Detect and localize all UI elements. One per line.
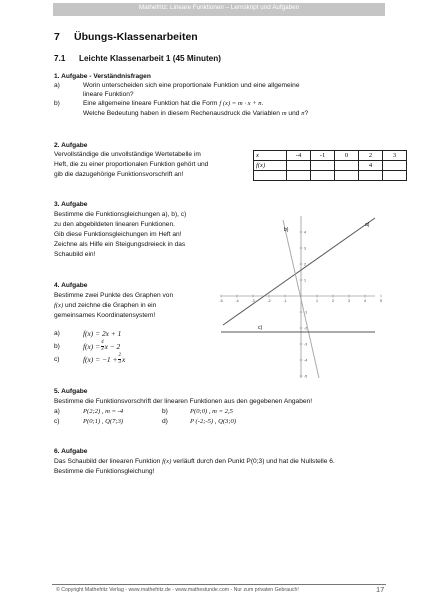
table-cell xyxy=(335,161,359,171)
x-tick-label: 4 xyxy=(364,299,366,303)
footer-copyright: © Copyright Mathefritz Verlag - www.mathefritz.de - www.mathestunde.com - Nur zum privaten Gebrauch! xyxy=(56,587,299,593)
task5-d-text: P (-2;-5) , Q(3;0) xyxy=(190,418,237,425)
table-cell: 2 xyxy=(359,151,383,161)
task2-line2: Heft, die zu einer proportionalen Funktion gehört und xyxy=(54,161,209,168)
task6-line2: Bestimme die Funktionsgleichung! xyxy=(54,468,155,475)
task1-a-line2: lineare Funktion? xyxy=(83,91,134,98)
task4-a-expr: f(x) = 2x + 1 xyxy=(83,329,122,338)
x-tick-label: -5 xyxy=(219,299,223,303)
denominator: 3 xyxy=(101,346,104,352)
y-tick-label: 4 xyxy=(304,230,306,235)
task6-line1-post: verläuft durch den Punkt P(0;3) und hat die Nullstelle 6. xyxy=(171,458,335,465)
x-tick-label: 1 xyxy=(316,299,318,303)
x-tick-label: -2 xyxy=(267,299,271,303)
chapter-title: Übungs-Klassenarbeiten xyxy=(74,31,198,43)
task1-b-line1-text: Eine allgemeine lineare Funktion hat die Form xyxy=(83,100,220,107)
label-b: b) xyxy=(284,227,289,233)
task5-a-label: a) xyxy=(54,408,60,415)
task6-line1-pre: Das Schaubild der linearen Funktion xyxy=(54,458,163,465)
table-cell xyxy=(359,171,383,181)
task4-b-pre: f(x) = xyxy=(83,341,101,351)
task1-b-line1 xyxy=(83,100,263,107)
task5-a-text: P(2;2) , m = -4 xyxy=(83,408,124,415)
task1-b-formula: f (x) = m · x + n. xyxy=(219,100,264,107)
y-tick-label: -5 xyxy=(304,374,308,379)
value-table-row-fx xyxy=(254,161,407,171)
x-tick-label: 3 xyxy=(348,299,350,303)
axis-ticks xyxy=(219,230,382,378)
task3-line4: Zeichne als Hilfe ein Steigungsdreieck in das xyxy=(54,241,186,248)
table-cell: 4 xyxy=(359,161,383,171)
label-a: a) xyxy=(365,222,370,228)
fraction xyxy=(118,353,121,365)
value-table-row-empty xyxy=(254,171,407,181)
task4-c-post: x xyxy=(121,354,126,364)
task4-c-expr xyxy=(83,353,125,365)
task5-d-label: d) xyxy=(162,418,168,425)
x-tick-label: -4 xyxy=(235,299,239,303)
subchapter-title: Leichte Klassenarbeit 1 (45 Minuten) xyxy=(79,54,221,63)
task4-c-label: c) xyxy=(54,356,60,363)
task5-line1: Bestimme die Funktionsvorschrift der linearen Funktionen aus den gegebenen Angaben! xyxy=(54,398,313,405)
table-cell xyxy=(383,171,407,181)
table-cell xyxy=(383,161,407,171)
task4-line2 xyxy=(54,302,156,309)
task5-b-text: P(0;0) , m = 2,5 xyxy=(190,408,233,415)
table-cell: -1 xyxy=(311,151,335,161)
chapter-number: 7 xyxy=(54,31,60,43)
numerator: 4 xyxy=(101,340,104,345)
task5-c-text: P(0;1) , Q(7;3) xyxy=(83,418,124,425)
table-cell: 0 xyxy=(335,151,359,161)
y-tick-label: 1 xyxy=(304,278,306,283)
table-cell xyxy=(287,171,311,181)
table-cell xyxy=(335,171,359,181)
task4-c-pre: f(x) = −1 + xyxy=(83,354,118,364)
x-tick-label: -1 xyxy=(283,299,287,303)
task4-title: 4. Aufgabe xyxy=(54,282,88,289)
value-table xyxy=(253,150,407,181)
task4-b-expr xyxy=(83,340,120,352)
label-c: c) xyxy=(258,325,263,331)
task1-b-line2 xyxy=(83,110,308,117)
var-n: n xyxy=(301,110,305,117)
task4-line3: gemeinsames Koordinatensystem! xyxy=(54,312,156,319)
denominator: 3 xyxy=(118,359,121,365)
task1-b-label: b) xyxy=(54,100,60,107)
y-tick-label: 3 xyxy=(304,246,306,251)
y-tick-label: 2 xyxy=(304,262,306,267)
task4-fx: f(x) xyxy=(54,302,64,309)
var-m: m xyxy=(281,110,287,117)
y-tick-label: -1 xyxy=(304,310,308,315)
task5-title: 5. Aufgabe xyxy=(54,388,88,395)
task6-fx: f(x) xyxy=(162,458,172,465)
table-cell: f(x) xyxy=(254,161,287,171)
task3-line1: Bestimme die Funktionsgleichungen a), b), c) xyxy=(54,211,187,218)
task4-line1: Bestimme zwei Punkte des Graphen von xyxy=(54,292,174,299)
coordinate-graph xyxy=(215,212,380,382)
task1-a-line1: Worin unterscheiden sich eine proportionale Funktion und eine allgemeine xyxy=(83,82,300,89)
task3-line2: zu den abgebildeten linearen Funktionen. xyxy=(54,221,175,228)
y-tick-label: -3 xyxy=(304,342,308,347)
x-tick-label: 2 xyxy=(332,299,334,303)
x-tick-label: -3 xyxy=(251,299,255,303)
table-cell xyxy=(287,161,311,171)
table-cell xyxy=(311,161,335,171)
task4-a-label: a) xyxy=(54,330,60,337)
subchapter-number: 7.1 xyxy=(54,54,66,63)
numerator: 2 xyxy=(118,353,121,358)
graph-line-a xyxy=(223,218,375,325)
footer-divider xyxy=(52,584,386,585)
task1-b-und: und xyxy=(286,110,302,117)
y-tick-label: -2 xyxy=(304,326,308,331)
table-cell: x xyxy=(254,151,287,161)
task1-a-label: a) xyxy=(54,82,60,89)
task3-line5: Schaubild ein! xyxy=(54,251,96,258)
table-cell xyxy=(254,171,287,181)
task2-line1: Vervollständige die unvollständige Wertetabelle im xyxy=(54,151,201,158)
task5-b-label: b) xyxy=(162,408,168,415)
task3-line3: Gib diese Funktionsgleichungen im Heft an! xyxy=(54,231,182,238)
task3-title: 3. Aufgabe xyxy=(54,201,88,208)
task2-title: 2. Aufgabe xyxy=(54,142,88,149)
page-number: 17 xyxy=(376,585,385,594)
y-tick-label: -4 xyxy=(304,358,308,363)
table-cell: -4 xyxy=(287,151,311,161)
task4-line2-text: und zeichne die Graphen in ein xyxy=(63,302,157,309)
task1-b-line2-text: Welche Bedeutung haben in diesem Rechenausdruck die Variablen xyxy=(83,110,282,117)
task2-line3: gib die dazugehörige Funktionsvorschrift an! xyxy=(54,171,184,178)
task1-b-q: ? xyxy=(304,110,309,117)
task1-title: 1. Aufgabe - Verständnisfragen xyxy=(54,73,151,80)
task4-b-label: b) xyxy=(54,343,60,350)
table-cell: 3 xyxy=(383,151,407,161)
task6-title: 6. Aufgabe xyxy=(54,448,88,455)
table-cell xyxy=(311,171,335,181)
fraction xyxy=(101,340,104,352)
value-table-row-x xyxy=(254,151,407,161)
task4-b-post: x − 2 xyxy=(104,341,121,351)
header-text: Mathefritz: Lineare Funktionen – Lernskript und Aufgaben xyxy=(138,4,300,11)
task6-line1 xyxy=(54,458,335,465)
task5-c-label: c) xyxy=(54,418,60,425)
x-tick-label: 5 xyxy=(380,299,382,303)
